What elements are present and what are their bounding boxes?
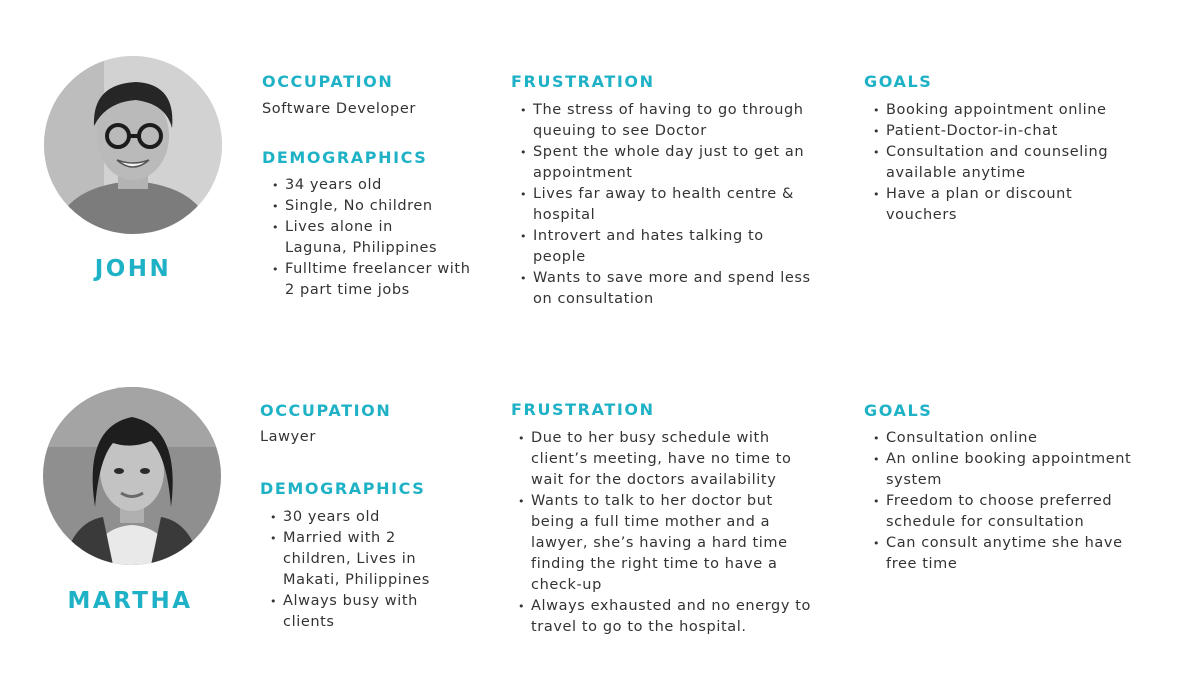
list-item: • Always busy with clients — [268, 591, 453, 633]
occupation-heading: OCCUPATION — [262, 72, 394, 91]
list-item: • Spent the whole day just to get an appointment — [518, 142, 818, 184]
demographics-list — [270, 175, 485, 301]
occupation-value: Software Developer — [262, 101, 416, 117]
list-item: • Consultation and counseling available anytime — [871, 142, 1146, 184]
list-item: • Fulltime freelancer with 2 part time jobs — [270, 259, 475, 301]
frustration-list — [518, 100, 838, 310]
goals-heading: GOALS — [864, 72, 933, 91]
frustration-list — [516, 428, 836, 638]
list-item: • Patient-Doctor-in-chat — [871, 121, 1171, 142]
frustration-heading: FRUSTRATION — [511, 72, 655, 91]
goals-heading: GOALS — [864, 401, 933, 420]
persona-name: MARTHA — [67, 588, 193, 614]
list-item: • Introvert and hates talking to people — [518, 226, 808, 268]
list-item: • Wants to save more and spend less on consultation — [518, 268, 818, 310]
goals-list — [871, 100, 1171, 226]
list-item: • The stress of having to go through queuing to see Doctor — [518, 100, 808, 142]
list-item: • Lives alone in Laguna, Philippines — [270, 217, 457, 259]
occupation-value: Lawyer — [260, 429, 316, 445]
list-item: • Wants to talk to her doctor but being a full time mother and a lawyer, she’s having a hard time finding the right time to have a check-up — [516, 491, 821, 596]
list-item: • Can consult anytime she have free time — [871, 533, 1156, 575]
man-portrait-photo — [44, 56, 222, 234]
list-item: • 30 years old — [268, 507, 483, 528]
frustration-heading: FRUSTRATION — [511, 400, 655, 419]
list-item: • Have a plan or discount vouchers — [871, 184, 1116, 226]
avatar — [43, 387, 221, 565]
occupation-heading: OCCUPATION — [260, 401, 392, 420]
goals-list — [871, 428, 1171, 575]
list-item: • An online booking appointment system — [871, 449, 1171, 491]
list-item: • Always exhausted and no energy to travel to go to the hospital. — [516, 596, 821, 638]
list-item: • Consultation online — [871, 428, 1171, 449]
list-item: • Lives far away to health centre & hospital — [518, 184, 833, 226]
list-item: • Single, No children — [270, 196, 485, 217]
woman-portrait-photo — [43, 387, 221, 565]
list-item: • Married with 2 children, Lives in Makati, Philippines — [268, 528, 463, 591]
list-item: • 34 years old — [270, 175, 485, 196]
list-item: • Booking appointment online — [871, 100, 1171, 121]
demographics-list — [268, 507, 483, 633]
persona-name: JOHN — [94, 256, 172, 282]
list-item: • Freedom to choose preferred schedule for consultation — [871, 491, 1156, 533]
demographics-heading: DEMOGRAPHICS — [260, 479, 426, 498]
list-item: • Due to her busy schedule with client’s meeting, have no time to wait for the doctors availability — [516, 428, 826, 491]
avatar — [44, 56, 222, 234]
demographics-heading: DEMOGRAPHICS — [262, 148, 428, 167]
